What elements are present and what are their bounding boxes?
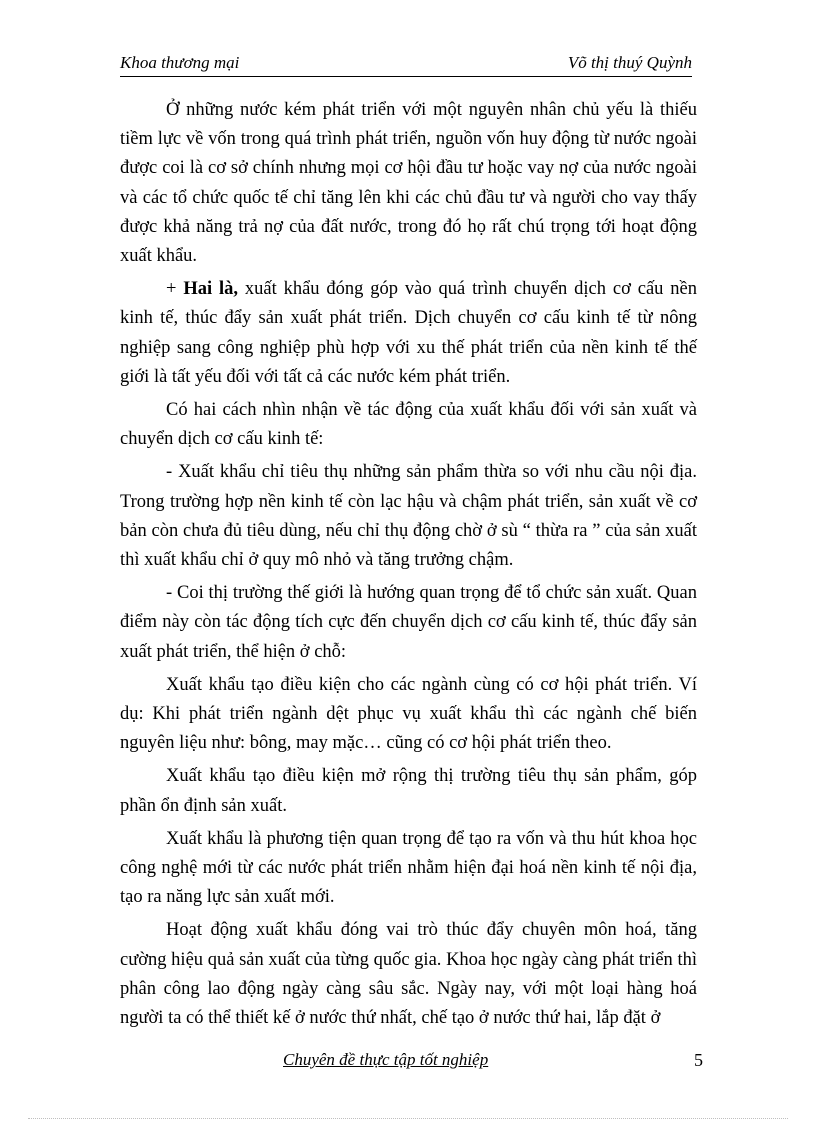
header-author: Võ thị thuý Quỳnh — [567, 53, 692, 72]
paragraph: Xuất khẩu là phương tiện quan trọng để tạo ra vốn và thu hút khoa học công nghệ mới từ các nước phát triển nhằm hiện đại hoá nền kinh tế nội địa, tạo ra năng lực sản xuất mới. — [120, 828, 697, 908]
page-bottom-divider — [28, 1118, 788, 1119]
paragraph-text: xuất khẩu đóng góp vào quá trình chuyển dịch cơ cấu nền kinh tế, thúc đẩy sản xuất phát triển. Dịch chuyển cơ cấu kinh tế từ nông nghiệp sang công nghiệp phù hợp với xu thế phát triển của nền kinh tế thế giới là tất yếu đối với tất cả các nước kém phát triển. — [120, 279, 698, 387]
paragraph-prefix: + — [166, 279, 184, 300]
paragraph: Xuất khẩu tạo điều kiện cho các ngành cùng có cơ hội phát triển. Ví dụ: Khi phát triển ngành dệt phục vụ xuất khẩu thì các ngành chế biến nguyên liệu như: bông, may mặc… cũng có cơ hội phát triển theo. — [120, 674, 697, 754]
paragraph: Ở những nước kém phát triển với một nguyên nhân chủ yếu là thiếu tiềm lực về vốn trong quá trình phát triển, nguồn vốn huy động từ nước ngoài được coi là cơ sở chính nhưng mọi cơ hội đầu tư hoặc vay nợ của nước ngoài và các tổ chức quốc tế chỉ tăng lên khi các chủ đầu tư và người cho vay thấy được khả năng trả nợ của đất nước, trong đó họ rất chú trọng tới hoạt động xuất khẩu. — [120, 100, 697, 267]
paragraph: - Xuất khẩu chỉ tiêu thụ những sản phẩm thừa so với nhu cầu nội địa. Trong trường hợp nền kinh tế còn lạc hậu và chậm phát triển, sản xuất về cơ bản còn chưa đủ tiêu dùng, nếu chỉ thụ động chờ ở sù “ thừa ra ” của sản xuất thì xuất khẩu chỉ ở quy mô nhỏ và tăng trưởng chậm. — [120, 462, 697, 571]
paragraph: - Coi thị trường thế giới là hướng quan trọng để tổ chức sản xuất. Quan điểm này còn tác động tích cực đến chuyển dịch cơ cấu kinh tế, thúc đẩy sản xuất phát triển, thể hiện ở chỗ: — [120, 583, 697, 662]
page-number: 5 — [694, 1050, 703, 1070]
paragraph: Có hai cách nhìn nhận về tác động của xuất khẩu đối với sản xuất và chuyển dịch cơ cấu kinh tế: — [120, 400, 697, 450]
paragraph-bold-lead: Hai là, — [183, 279, 238, 300]
paragraph: Xuất khẩu tạo điều kiện mở rộng thị trường tiêu thụ sản phẩm, góp phần ổn định sản xuất. — [120, 766, 697, 816]
page-header — [120, 52, 692, 77]
header-department: Khoa thương mại — [120, 53, 240, 72]
footer-title: Chuyên đề thực tập tốt nghiệp — [283, 1050, 489, 1069]
document-body — [120, 96, 697, 1033]
paragraph — [120, 275, 697, 392]
paragraph: Hoạt động xuất khẩu đóng vai trò thúc đẩy chuyên môn hoá, tăng cường hiệu quả sản xuất của từng quốc gia. Khoa học ngày càng phát triển thì phân công lao động ngày càng sâu sắc. Ngày nay, với một loại hàng hoá người ta có thể thiết kế ở nước thứ nhất, chế tạo ở nước thứ hai, lắp đặt ở — [120, 920, 697, 1029]
